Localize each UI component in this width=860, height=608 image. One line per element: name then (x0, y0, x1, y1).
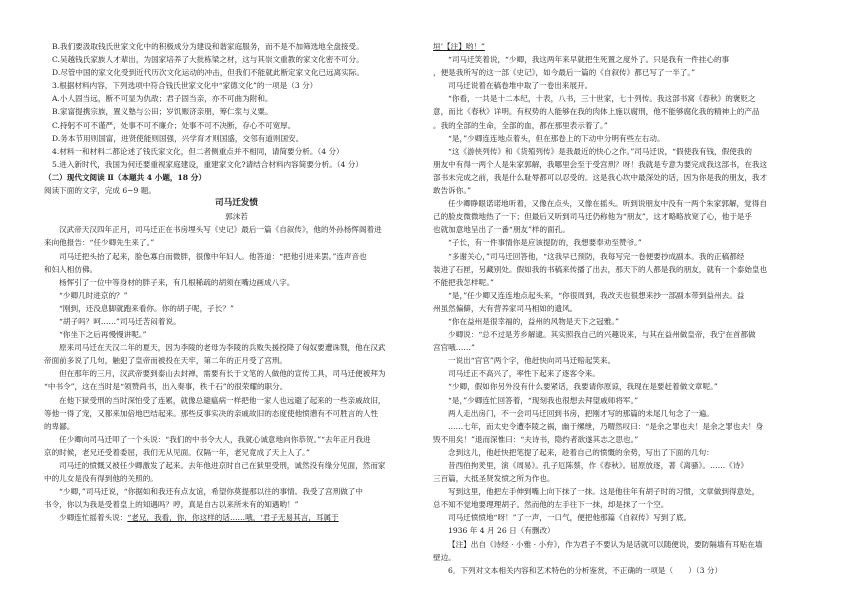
paragraph-line: “司马迁笑着说，“少卿，我这两年来早就把生死置之度外了。只是我有一件挂心的事 (448, 55, 730, 65)
paragraph-line: 。我的全部的生命，全部的血，都在那里表示着了。” (433, 120, 608, 130)
story-last-line (44, 511, 429, 524)
paragraph-line: “少卿几时进京的？” (59, 290, 128, 300)
paragraph-line: 杨恽引了一位中等身材的胖子来，有几根稀疏的胡须在嘴边画成八字。 (59, 277, 295, 287)
paragraph-line: 京的时候，老兄还受着委屈，我们无从见面。仅隔一年，老兄竟成了天上人了。” (44, 447, 310, 457)
paragraph-line: 不能把我怎样呢。” (433, 277, 494, 287)
story-last-line-underlined: “老兄，我看，你，你这样的话……哦，‘君子无易其言，耳属于 (127, 513, 339, 523)
paragraph-line: 原来司马迁在天汉二年的夏天，因为李陵的老母为李陵的兵败失援投降了匈奴要遭诛戮，他在汉武 (59, 343, 386, 353)
paragraph-line: 任少卿向司马迁叩了一个头说：“我们的中书令大人，我就心诚意地向你恭贺。”“去年正月我进 (59, 434, 371, 444)
paragraph-line: “少卿，”司马迁说，“你据如和我还有点友谊，希望你莫提那以往的事情。我受了宫刑做了中 (59, 487, 363, 497)
story-title: 司马迁发愤 (215, 198, 258, 209)
question-3-stem: 3.根据材料内容，下列选项中符合钱氏世家文化中“家德文化”的一项是（3 分） (52, 81, 318, 91)
question-6: 6．下列对文本相关内容和艺术特色的分析鉴赏，不正确的一项是（ ）（3 分） (448, 565, 723, 575)
question-3-option-a: A.小人固当远，断不可显为仇敌；君子固当亲，亦不可曲为附和。 (52, 94, 273, 104)
question-4: 4.材料一和材料二都论述了钱氏家文化，但二者侧重点并不相同，请简要分析。（4 分） (52, 146, 344, 156)
paragraph-line: “子长，有一件事情你是应该提防的，我想要奉劝至赞爷。” (448, 238, 642, 248)
question-5: 5.进入新时代，我国为何还要重视家庭建设，重建家文化?请结合材料内容简要分析。（4 分） (52, 159, 363, 169)
paragraph-line: 意，而比《春秋》详明。有权势的人能够在我的肉体上施以腐刑，他不能够腐化我的精神上的产品 (433, 107, 760, 117)
option-c-prev: C.吴越钱氏家族人才辈出，为国家培养了大批栋梁之材，这与其崇文重教的家文化密不可分。 (52, 55, 364, 65)
paragraph-line: “刚到，还没息脚就跑来看你。你的胡子呢，子长？” (59, 303, 234, 313)
paragraph-line: ……七年，而太史令遭李陵之祸，幽于缧绁，乃喟然叹曰：“是余之罪也夫！是余之罪也夫！身 (448, 421, 764, 431)
paragraph-line: 宫官哦……” (433, 343, 475, 353)
paragraph-line: 己的脸皮微微地热了一下；但最后又听到司马迁仍称他为“朋友”，这才略略放宽了心，他于是乎 (433, 212, 753, 222)
paragraph-line: 等他一得了宠，又都来加倍地巴结起来。那些反事实决的亲戚故旧的态度使他愤懑有不可胜言的人性 (44, 408, 379, 418)
paragraph-line: 在他下狱受刑的当时深怕受了连累，就像总避瘟病一样把他一家人也远避了起来的一些亲戚故旧， (59, 395, 386, 405)
paragraph-line: “你坐下之后再慢慢讲呢。” (59, 330, 147, 340)
paragraph-line: 汉武帝天汉四年正月，司马迁正在书房埋头写《史记》最后一篇《自叙传》，他的外孙杨恽阁着进 (59, 225, 382, 235)
paragraph-line: 毁不用矣！”退而深惟曰：“夫诗书，隐约者欲遂其志之思也。” (433, 434, 639, 444)
paragraph-line: 但在那年的三月，汉武帝要到泰山去封禅，需要有长于文笔的人做他的宣传工具，司马迁便被拜为 (59, 369, 386, 379)
paragraph-line: “中书令”，这在当时是“领赞尚书，出入奏事，秩千石”的很荣耀的职分。 (44, 382, 288, 392)
paragraph-line: “是，”任少卿又连连地点起头来，“你很周到，我改天也很想来抄一部副本带到益州去。益 (448, 290, 745, 300)
left-column (44, 40, 429, 524)
question-3-option-d: D.务本节用则国富，进贤使能则国强，兴学育才则国盛，交邻有道则国安。 (52, 133, 304, 143)
paragraph-line: 中的儿女是没有得到他的关照的。 (44, 474, 158, 484)
paragraph-line: “胡子吗？呵……”司马迁苦闷着说。 (59, 316, 181, 326)
paragraph-line: 和妇人相仿佛。 (44, 264, 98, 274)
paragraph-line: 两人走出房门，不一会司马迁回到书房，把刚才写的那篇的未尾几句念了一遍。 (448, 408, 714, 418)
paragraph-line: 敢告诉你。” (433, 186, 472, 196)
paragraph-line: 司马迁把头抬了起来，脸色寡白而微胖，很像中年妇人。他答道：“把他引进来罢。”连声音也 (59, 251, 367, 261)
right-story-body (433, 53, 818, 524)
paragraph-line: “是，”少卿连忙回答着，“现刻我也很想去拜望戚师将军。” (448, 395, 639, 405)
paragraph-line: 三百篇，大抵圣贤发愤之所为作也。 (433, 474, 555, 484)
paragraph-line: 昔西伯拘羑里，演《周易》。孔子厄陈蔡，作《春秋》。屈原放逐，著《离骚》。……《诗》 (448, 461, 748, 470)
paragraph-line: “这《游侠列传》和《货殖列传》是我最近的快心之作。”司马迁说，“假使我有钱，假使我的 (448, 146, 752, 156)
paragraph-line: 朋友中有得一两个人是朱家郭解，我哪里会至于受宫刑？呀！我就是专意为要完成我这部书，在我这 (433, 159, 768, 169)
paragraph-line: 来向他报告：“任少卿先生来了。” (44, 238, 155, 248)
paragraph-line: 司马迁正不高兴了，率性下起来了逐客令来。 (448, 369, 600, 379)
paragraph-line: 也就加意地呈出了一番“朋友”样的面孔。 (433, 225, 570, 235)
quote-continuation-underlined: 垣’【注】哟！” (433, 42, 485, 51)
paragraph-line: “少卿，假如你另外没有什么要紧话，我要请你原谅，我现在是要赶着做文章呢。” (448, 382, 718, 392)
paragraph-line: 一说出“宫官”两个字，他赶快向司马迁赔起笑来。 (448, 356, 616, 366)
paragraph-line: “你在益州是很幸福的，益州的风物是天下之冠雅。” (448, 316, 620, 326)
question-3-option-b: B.家富提携宗族，置义塾与公田；岁饥赈济亲朋，筹仁浆与义粟。 (52, 107, 273, 117)
paragraph-line: “你看，一共是十二本纪，十表，八书，三十世家，七十列传。我这部书窝《春秋》的褒贬之 (448, 94, 756, 104)
story-author: 郭沫若 (225, 212, 248, 222)
question-3-option-c: C.持躬不可不谨严，处事不可不廉介；处事不可不决断，存心不可宽厚。 (52, 120, 296, 130)
paragraph-line: 写到这里，他把左手伸到嘴上向下抹了一抹。这是他往年有胡子时的习惯，文章做到得意处， (448, 487, 760, 497)
paragraph-line: “是，”少卿连连地点着头，但在那卷上的下动中分明有些左右动。 (448, 133, 665, 143)
section-heading: （二）现代文阅读 Ⅱ（本题共 4 小题，18 分） (44, 172, 206, 182)
quote-continuation (433, 40, 818, 53)
story-date: 1936 年 4 月 26 日（有删改） (448, 526, 555, 536)
paragraph-line: 装进了石匣，另藏别处。假如我的书稿来传播了出去，那天下的人都是我的朋友，就有一个泰始皇也 (433, 264, 768, 274)
paragraph-line: 少卿说：“总不过是芳乡解逮。其实照我自己的兴趣说来，与其在益州做皇帝，我宁在首都做 (448, 330, 756, 340)
paragraph-line: 念到这儿，他赶快把笔提了起来，趁着自己的愤慨的余势，写出了下面的几句： (448, 447, 714, 457)
footnote-line-1: 【注】出自《诗经 · 小雅 · 小弁》，作为君子不要认为是话就可以随便说，要防隔墙有耳贴在墙 (448, 539, 763, 549)
paragraph-line: 司马迁说着在稿卷堆中取了一卷出来展开。 (448, 81, 593, 91)
paragraph-line: 司马迁的愤慨又被任少卿激发了起来。去年他进京时自己在狱里受刑，诚然没有缘分见面，然而家 (59, 461, 386, 470)
paragraph-line: ，便是我所写的这一部《史记》，如今最后一篇的《自叙传》都已写了一半了。” (433, 68, 696, 78)
paragraph-line: 部书未完成之前，我是什么耻辱都可以忍受的。这是我心坎中最深处的话，因为你是我的朋友，我才 (433, 172, 768, 182)
left-story-body (44, 223, 429, 511)
paragraph-line: 帝面前多说了几句，触犯了皇帝而被投在天牢，第二年的正月受了宫刑。 (44, 356, 287, 366)
paragraph-line: 州虽然偏僻，大有营养家司马相如的遗风。 (433, 303, 578, 313)
paragraph-line: 总不知不觉地要理理胡子。然而他的左手往下一抹，却是抹了一个空。 (433, 500, 669, 510)
option-d-prev: D.尽管中国的家文化受到近代历次文化运动的冲击，但我们不能就此断定家文化已远离实际。 (52, 68, 364, 78)
paragraph-line: “多谢关心，”司马迁回答他，“这我早已预防，我每写完一卷便要抄成副本。我的正稿都经 (448, 251, 745, 261)
section-instruction: 阅读下面的文字，完成 6~9 题。 (44, 186, 156, 196)
footnote-line-2: 壁边。 (433, 552, 456, 562)
paragraph-line: 的卑鄙。 (44, 421, 75, 431)
story-last-line-plain: 少卿连忙摇着头说： (59, 513, 128, 523)
option-b-prev: B.我们要汲取钱氏世家文化中的积极成分为建设和谐家庭服务，而不是不加筛选地全盘接受。 (52, 42, 364, 51)
right-column (433, 40, 818, 577)
paragraph-line: 司马迁愤愤地“呀！”了一声，一口气，便把他那篇《自叙传》写到了底。 (448, 513, 692, 523)
paragraph-line: 任少卿睁眼诺诺地听着，又像在点头，又像在摇头。听到说朋友中没有一两个朱家郭解，觉得自 (448, 199, 767, 209)
paragraph-line: 书令，你以为我是受着皇上的知遇吗？哼，真是自古以来所未有的知遇哟！” (44, 500, 299, 510)
